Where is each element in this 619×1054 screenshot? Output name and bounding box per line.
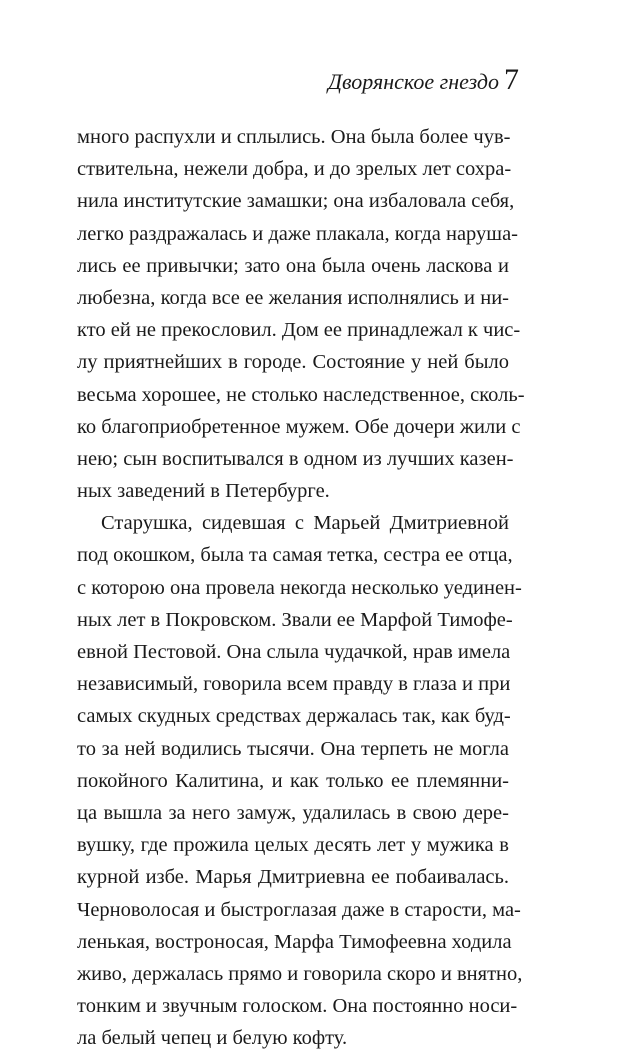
text-line: ла белый чепец и белую кофту. [77, 1027, 348, 1050]
text-line: любезна, когда все ее желания исполнялись и ни- [77, 286, 509, 309]
text-line: лу приятнейших в городе. Состояние у ней было [77, 351, 509, 374]
text-line: ца вышла за него замуж, удалилась в свою дере- [77, 801, 509, 824]
text-line: легко раздражалась и даже плакала, когда наруша- [77, 222, 519, 245]
text-line: с которою она провела некогда несколько уединен- [77, 576, 522, 599]
text-line: Старушка, сидевшая с Марьей Дмитриевной [101, 512, 509, 535]
text-line: ленькая, востроносая, Марфа Тимофеевна ходила [77, 930, 512, 953]
text-line: живо, держалась прямо и говорила скоро и внятно, [77, 962, 523, 985]
text-line: весьма хорошее, не столько наследственное, сколь- [77, 383, 525, 406]
text-line: ных лет в Покровском. Звали ее Марфой Тимофе- [77, 608, 513, 631]
text-line: курной избе. Марья Дмитриевна ее побаивалась. [77, 866, 509, 889]
running-head-title: Дворянское гнездо [328, 69, 499, 94]
text-line: кто ей не прекословил. Дом ее принадлежал к чис- [77, 319, 521, 342]
text-line: вушку, где прожила целых десять лет у мужика в [77, 834, 509, 857]
text-line: ко благоприобретенное мужем. Обе дочери жили с [77, 415, 521, 438]
text-line: нила институтские замашки; она избаловала себя, [77, 190, 515, 213]
paragraph-2 [77, 507, 523, 1054]
text-line: тонким и звучным голоском. Она постоянно носи- [77, 995, 518, 1018]
text-line: самых скудных средствах держалась так, как буд- [77, 705, 511, 728]
text-line: под окошком, была та самая тетка, сестра ее отца, [77, 544, 513, 567]
text-line: покойного Калитина, и как только ее племянни- [77, 769, 509, 792]
page-body [77, 121, 525, 1054]
paragraph-1 [77, 121, 525, 507]
page-number: 7 [504, 63, 519, 96]
text-line: то за ней водились тысячи. Она терпеть не могла [77, 737, 509, 760]
text-line: Черноволосая и быстроглазая даже в старости, ма- [77, 898, 521, 921]
text-line: ствительна, нежели добра, и до зрелых лет сохра- [77, 158, 512, 181]
text-line: много распухли и сплылись. Она была более чув- [77, 126, 511, 148]
text-line: нею; сын воспитывался в одном из лучших казен- [77, 447, 514, 470]
text-line: лись ее привычки; зато она была очень ласкова и [77, 254, 509, 277]
text-line: евной Пестовой. Она слыла чудачкой, нрав имела [77, 641, 511, 663]
text-line: независимый, говорила всем правду в глаза и при [77, 673, 511, 696]
text-line: ных заведений в Петербурге. [77, 480, 330, 503]
